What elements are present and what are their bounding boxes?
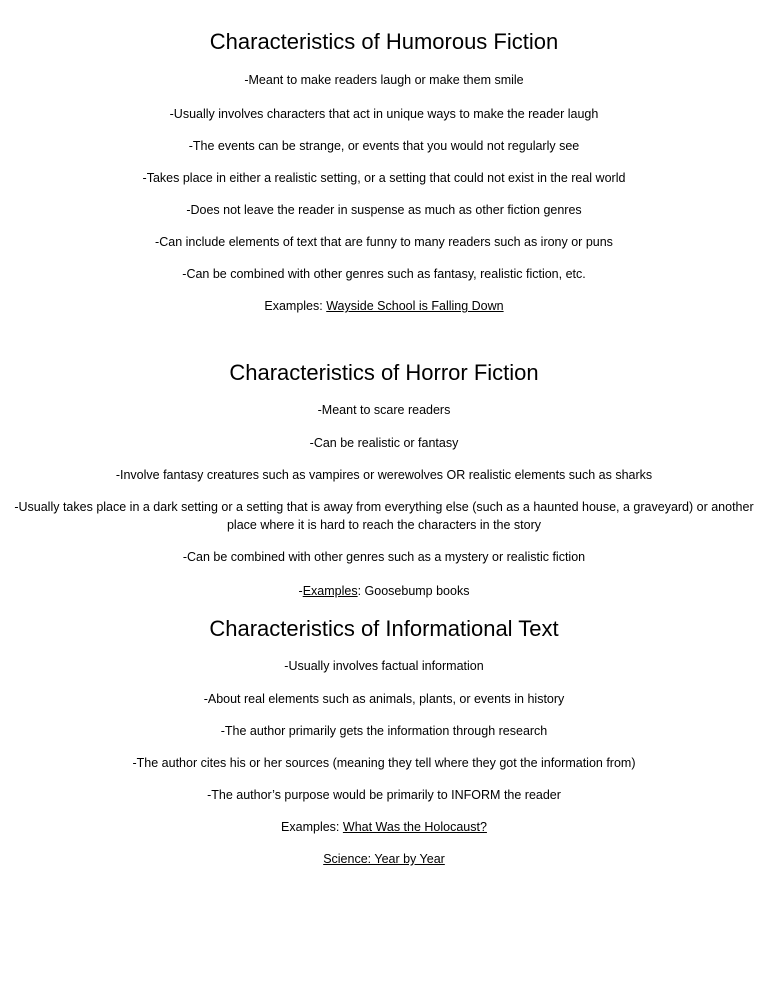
example-book-title: What Was the Holocaust? xyxy=(342,820,487,834)
informational-examples xyxy=(20,818,748,836)
horror-examples xyxy=(20,582,748,600)
informational-heading: Characteristics of Informational Text xyxy=(209,616,559,641)
humorous-item: -Takes place in either a realistic setting, or a setting that could not exist in the real world xyxy=(142,171,626,185)
horror-item: -Can be combined with other genres such as a mystery or realistic fiction xyxy=(182,550,586,564)
examples-label: Examples: xyxy=(264,299,327,313)
humorous-item: -Meant to make readers laugh or make them smile xyxy=(244,73,524,87)
informational-item: -The author cites his or her sources (meaning they tell where they got the information from) xyxy=(132,756,636,770)
humorous-item: -Can include elements of text that are funny to many readers such as irony or puns xyxy=(155,235,613,249)
informational-item: -Usually involves factual information xyxy=(284,659,484,673)
example-book-title: Wayside School is Falling Down xyxy=(326,299,504,313)
horror-item: -Involve fantasy creatures such as vampires or werewolves OR realistic elements such as sharks xyxy=(115,468,653,482)
humorous-item: -Usually involves characters that act in unique ways to make the reader laugh xyxy=(169,107,599,121)
example-book-title: Science: Year by Year xyxy=(323,852,445,866)
examples-word: Examples xyxy=(302,584,358,598)
humorous-item: -The events can be strange, or events that you would not regularly see xyxy=(188,139,580,153)
examples-rest: : Goosebump books xyxy=(357,584,470,598)
horror-item: -Can be realistic or fantasy xyxy=(309,436,459,450)
humorous-item: -Can be combined with other genres such as fantasy, realistic fiction, etc. xyxy=(182,267,586,281)
humorous-examples xyxy=(20,297,748,315)
informational-example-2 xyxy=(20,850,748,868)
humorous-heading: Characteristics of Humorous Fiction xyxy=(209,29,559,54)
examples-prefix: - xyxy=(298,584,303,598)
horror-item: -Usually takes place in a dark setting or a setting that is away from everything else (such as a haunted house, a graveyard) or another place where it is hard to reach the characters in the story xyxy=(14,500,754,532)
horror-heading: Characteristics of Horror Fiction xyxy=(229,360,539,385)
informational-item: -The author’s purpose would be primarily to INFORM the reader xyxy=(207,788,561,802)
humorous-item: -Does not leave the reader in suspense as much as other fiction genres xyxy=(186,203,582,217)
examples-label: Examples: xyxy=(281,820,343,834)
informational-item: -About real elements such as animals, plants, or events in history xyxy=(203,692,565,706)
horror-item: -Meant to scare readers xyxy=(317,403,451,417)
informational-item: -The author primarily gets the information through research xyxy=(220,724,548,738)
